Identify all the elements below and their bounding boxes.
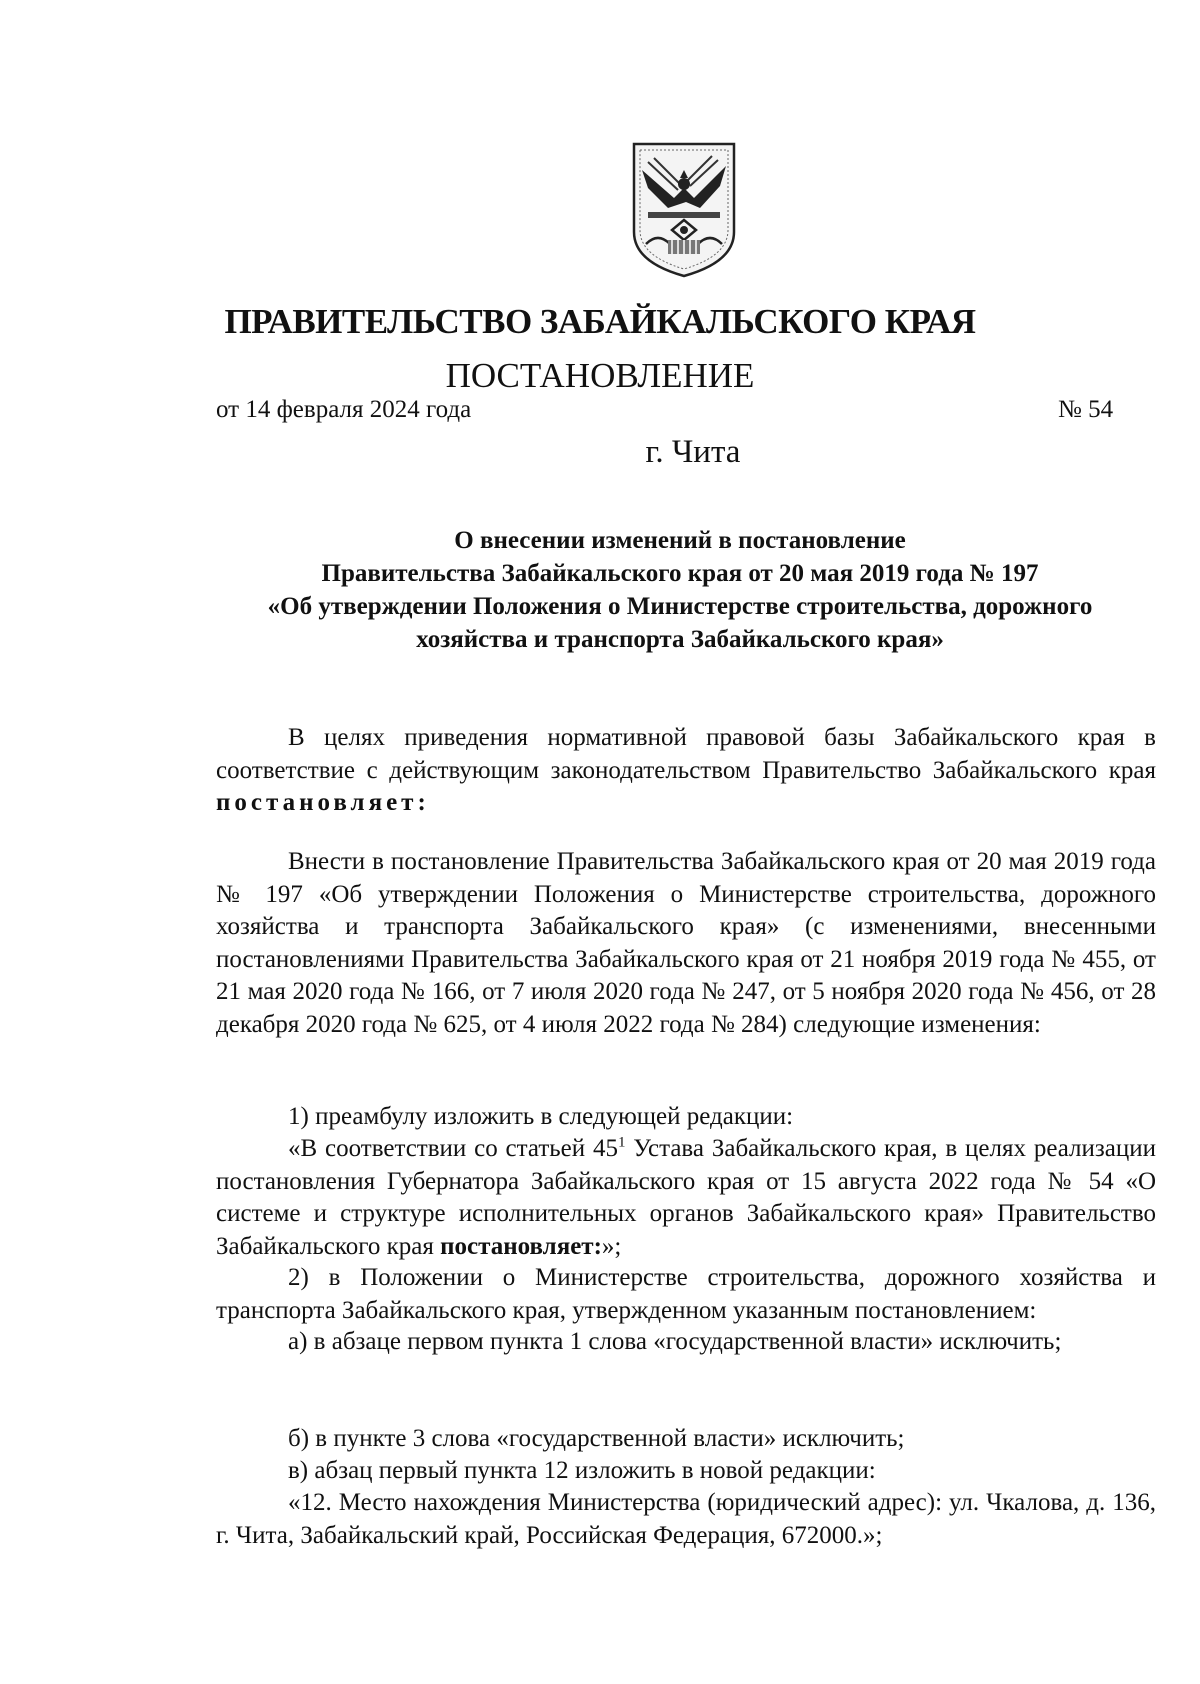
document-city: г. Чита	[645, 434, 741, 470]
paragraph-sub-c: в) абзац первый пункта 12 изложить в новой редакции:	[288, 1457, 876, 1484]
paragraph-sub-a: а) в абзаце первом пункта 1 слова «государственной власти» исключить;	[288, 1328, 1062, 1355]
paragraph-address: «12. Место нахождения Министерства (юридический адрес): ул. Чкалова, д. 136, г. Чита, Забайкальский край, Российская Федерация, 672000.»;	[216, 1489, 1156, 1549]
paragraph-text: «В соответствии со статьей 45	[288, 1135, 618, 1162]
decree-word: постановляет:	[440, 1232, 602, 1260]
paragraph-preamble	[216, 722, 1156, 820]
subject-line: Правительства Забайкальского края от 20 мая 2019 года № 197	[321, 560, 1039, 587]
document-subject	[200, 524, 1160, 656]
paragraph-text: Устава Забайкальского края, в целях реализации постановления Губернатора Забайкальского края от 15 августа 2022 года № 54 «О системе и структуре исполнительных органов Забайкальского края» Правительство Забайкальского края	[216, 1135, 1156, 1260]
paragraph-sub-b: б) в пункте 3 слова «государственной власти» исключить;	[288, 1425, 905, 1452]
paragraph-text: »;	[601, 1232, 622, 1260]
document-date: от 14 февраля 2024 года	[216, 396, 472, 423]
government-name: ПРАВИТЕЛЬСТВО ЗАБАЙКАЛЬСКОГО КРАЯ	[224, 302, 976, 341]
subject-line: «Об утверждении Положения о Министерстве строительства, дорожного	[267, 593, 1093, 620]
subject-line: О внесении изменений в постановление	[454, 527, 906, 554]
document-type: ПОСТАНОВЛЕНИЕ	[445, 356, 755, 395]
paragraph-text: В целях приведения нормативной правовой базы Забайкальского края в соответствие с действующим законодательством Правительство Забайкальского края	[216, 724, 1156, 784]
subject-line: хозяйства и транспорта Забайкальского края»	[416, 626, 944, 653]
paragraph-amend: Внести в постановление Правительства Забайкальского края от 20 мая 2019 года № 197 «Об утверждении Положения о Министерстве строительства, дорожного хозяйства и транспорта Забайкальского края» (с изменениями, внесенными постановлениями Правительства Забайкальского края от 21 ноября 2019 года № 455, от 21 мая 2020 года № 166, от 7 июля 2020 года № 247, от 5 ноября 2020 года № 456, от 28 декабря 2020 года № 625, от 4 июля 2022 года № 284) следующие изменения:	[216, 848, 1156, 1038]
paragraph-new-preamble	[216, 1133, 1156, 1263]
coat-of-arms-emblem	[628, 140, 740, 280]
paragraph-item-2: 2) в Положении о Министерстве строительства, дорожного хозяйства и транспорта Забайкальского края, утвержденном указанным постановлением:	[216, 1264, 1156, 1324]
document-number: № 54	[1058, 396, 1114, 423]
decree-word: постановляет:	[216, 789, 430, 816]
superscript: 1	[617, 1134, 626, 1151]
paragraph-item-1: 1) преамбулу изложить в следующей редакции:	[288, 1103, 794, 1130]
